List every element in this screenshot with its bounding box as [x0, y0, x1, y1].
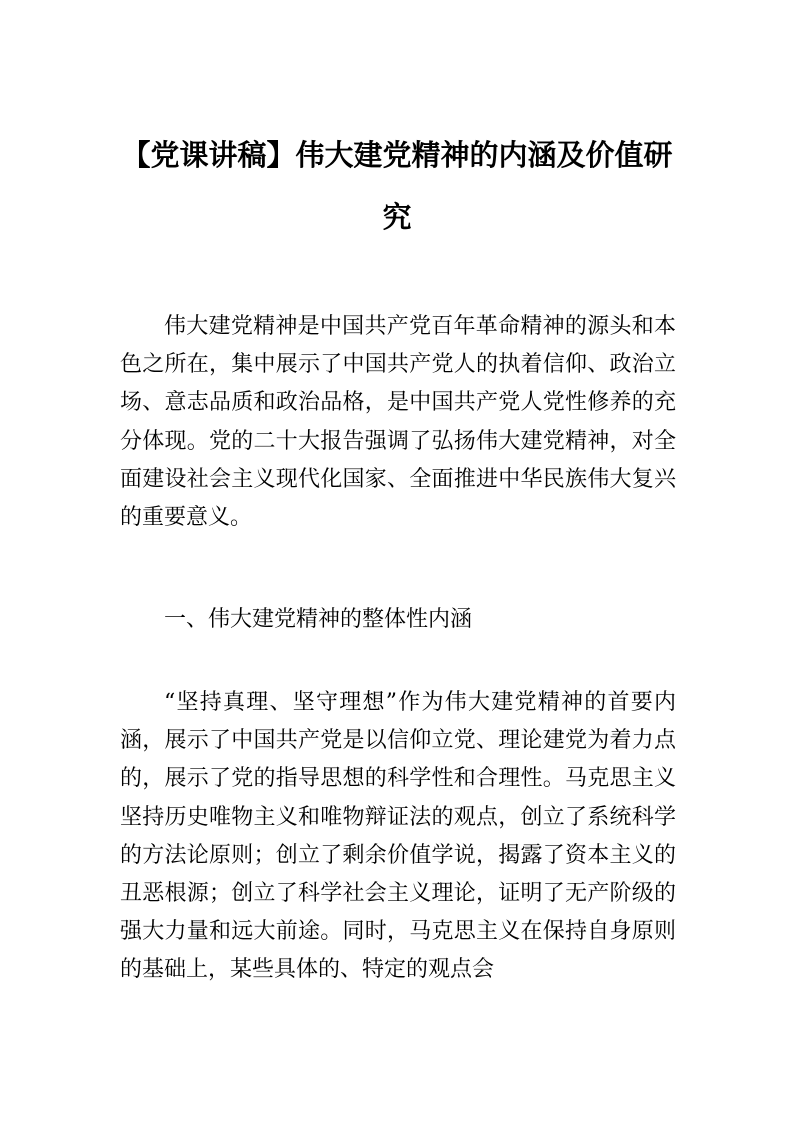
- intro-paragraph: 伟大建党精神是中国共产党百年革命精神的源头和本色之所在，集中展示了中国共产党人的执着信仰、政治立场、意志品质和政治品格，是中国共产党人党性修养的充分体现。党的二十大报告强调了弘扬伟大建党精神，对全面建设社会主义现代化国家、全面推进中华民族伟大复兴的重要意义。: [120, 314, 676, 531]
- section-1-heading: 一、伟大建党精神的整体性内涵: [164, 607, 473, 632]
- document-title: 【党课讲稿】伟大建党精神的内涵及价值研究: [121, 138, 673, 234]
- section-1-paragraph: “坚持真理、坚守理想”作为伟大建党精神的首要内涵，展示了中国共产党是以信仰立党、理论建党为着力点的，展示了党的指导思想的科学性和合理性。马克思主义坚持历史唯物主义和唯物辩证法的观点，创立了系统科学的方法论原则；创立了剩余价值学说，揭露了资本主义的丑恶根源；创立了科学社会主义理论，证明了无产阶级的强大力量和远大前途。同时，马克思主义在保持自身原则的基础上，某些具体的、特定的观点会: [120, 690, 676, 983]
